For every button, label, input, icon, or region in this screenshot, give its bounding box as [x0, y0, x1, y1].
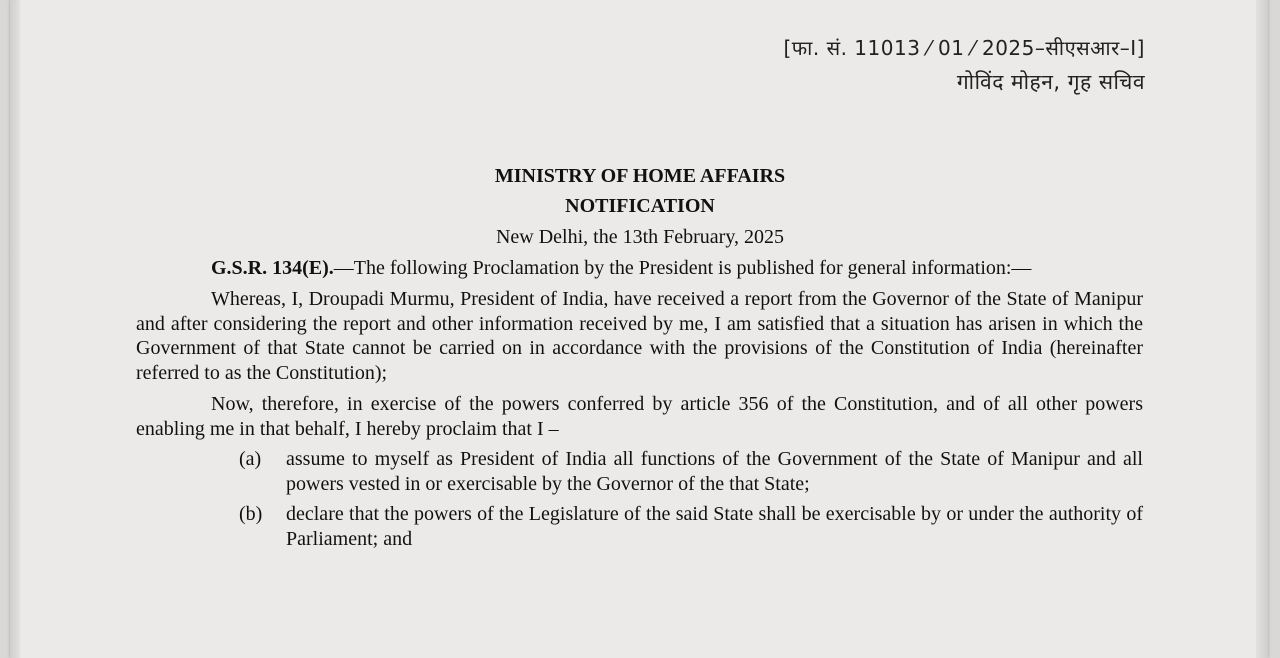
- file-reference: [फा. सं. 11013 ⁄ 01 ⁄ 2025–सीएसआर–I]: [783, 36, 1145, 60]
- gsr-text: —The following Proclamation by the President is published for general information:—: [333, 257, 1032, 279]
- ministry-heading: MINISTRY OF HOME AFFAIRS: [494, 165, 786, 187]
- page-right-edge: [1256, 0, 1268, 658]
- item-text: declare that the powers of the Legislature of the said State shall be exercisable by or under the authority of Parliament; and: [286, 503, 1143, 550]
- item-label: (a): [239, 448, 262, 470]
- notification-title: NOTIFICATION: [565, 195, 715, 217]
- signatory: गोविंद मोहन, गृह सचिव: [956, 70, 1145, 94]
- page-left-edge: [10, 0, 20, 658]
- list-item: [239, 502, 1143, 551]
- now-therefore-paragraph: Now, therefore, in exercise of the powers conferred by article 356 of the Constitution, and of all other powers enabling me in that behalf, I hereby proclaim that I –: [136, 393, 1143, 440]
- item-label: (b): [239, 503, 263, 525]
- item-text: assume to myself as President of India all functions of the Government of the State of Manipur and all powers vested in or exercisable by the Governor of the that State;: [286, 448, 1143, 495]
- place-date: New Delhi, the 13th February, 2025: [495, 226, 785, 248]
- gsr-paragraph: [136, 256, 1143, 281]
- whereas-paragraph: Whereas, I, Droupadi Murmu, President of India, have received a report from the Governor of the State of Manipur and after considering the report and other information received by me, I am satisfied that a situation has arisen in which the Government of that State cannot be carried on in accordance with the provisions of the Constitution of India (hereinafter referred to as the Constitution);: [136, 288, 1143, 385]
- list-item: [239, 447, 1143, 496]
- gsr-number: G.S.R. 134(E).: [211, 257, 334, 279]
